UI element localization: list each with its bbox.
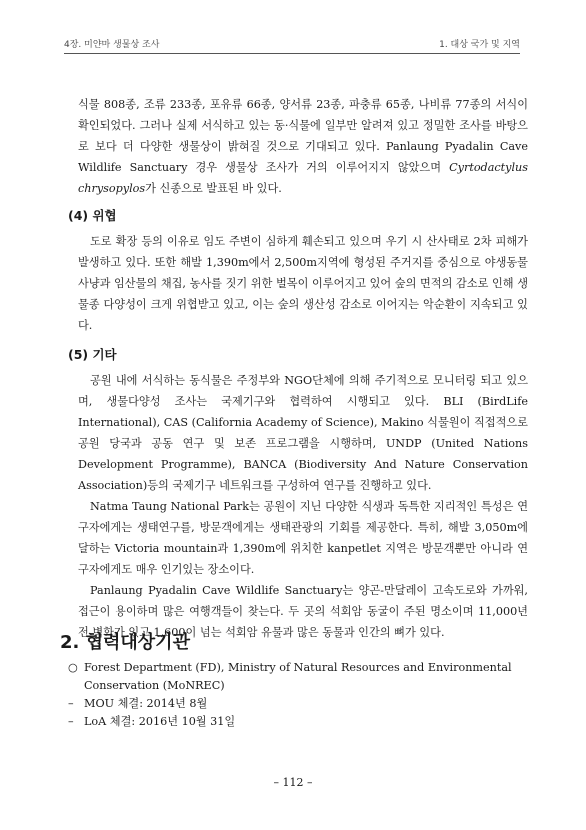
dash-bullet-icon: –	[68, 697, 74, 710]
intro-block	[78, 94, 528, 199]
list-item-text: MOU 체결: 2014년 8월	[84, 697, 208, 710]
list-item	[64, 713, 534, 731]
list-item-text: LoA 체결: 2016년 10월 31일	[84, 715, 236, 728]
other-paragraph-3: Panlaung Pyadalin Cave Wildlife Sanctuary는 양곤-만달레이 고속도로와 가까워, 접근이 용이하며 많은 여행객들이 찾는다. 두 곳의 석회암 동굴이 주된 명소이며 11,000년 전 벽화가 있고 1,600이 넘는 석회암 유물과 많은 동물과 인간의 뼈가 있다.	[78, 584, 528, 639]
dash-bullet-icon: –	[68, 715, 74, 728]
partner-list	[64, 659, 534, 731]
other-paragraph-1: 공원 내에 서식하는 동식물은 주정부와 NGO단체에 의해 주기적으로 모니터링 되고 있으며, 생물다양성 조사는 국제기구와 협력하여 시행되고 있다. BLI (BirdLife International), CAS (California Academy of Science), Makino 식물원이 직접적으로 공원 당국과 공동 연구 및 보존 프로그램을 시행하며, UNDP (United Nations Development Programme), BANCA (Biodiversity And Nature Conservation Association)등의 국제기구 네트워크를 구성하여 연구를 진행하고 있다.	[78, 374, 528, 492]
running-header	[64, 37, 520, 54]
threats-block	[78, 231, 528, 336]
other-block	[78, 370, 528, 643]
intro-text-a: 식물 808종, 조류 233종, 포유류 66종, 양서류 23종, 파충류 65종, 나비류 77종의 서식이 확인되었다. 그러나 실제 서식하고 있는 동·식물에 일부만 알려져 있고 정밀한 조사를 바탕으로 보다 더 다양한 생물상이 밝혀질 것으로 기대되고 있다. Panlaung Pyadalin Cave Wildlife Sanctuary 경우 생물상 조사가 거의 이루어지지 않았으며	[78, 98, 528, 174]
circle-bullet-icon: ○	[68, 661, 78, 674]
section-title: 2. 협력대상기관	[60, 632, 190, 653]
section-header: 1. 대상 국가 및 지역	[439, 40, 520, 50]
page-number: – 112 –	[273, 776, 313, 789]
intro-text-b: 가 신종으로 발표된 바 있다.	[145, 182, 282, 195]
list-item-text: Forest Department (FD), Ministry of Natural Resources and Environmental Conservation (MoNREC)	[84, 661, 512, 692]
species-name: Cyrtodactylus chrysopylos	[78, 161, 528, 195]
threats-heading: (4) 위협	[68, 208, 117, 223]
intro-paragraph	[78, 94, 528, 199]
chapter-header: 4장. 미얀마 생물상 조사	[64, 40, 160, 50]
list-item	[64, 695, 534, 713]
other-paragraph-2: Natma Taung National Park는 공원이 지닌 다양한 식생과 독특한 지리적인 특성은 연구자에게는 생태연구를, 방문객에게는 생태관광의 기회를 제공한다. 특히, 해발 3,050m에 달하는 Victoria mountain과 1,390m에 위치한 kanpetlet 지역은 방문객뿐만 아니라 연구자에게도 매우 인기있는 장소이다.	[78, 500, 528, 576]
threats-paragraph: 도로 확장 등의 이유로 임도 주변이 심하게 훼손되고 있으며 우기 시 산사태로 2차 피해가 발생하고 있다. 또한 해발 1,390m에서 2,500m지역에 형성된 주거지를 중심으로 야생동물 사냥과 임산물의 채집, 농사를 짓기 위한 벌목이 이루어지고 있어 숲의 면적의 감소로 인해 생물종 다양성이 크게 위협받고 있고, 이는 숲의 생산성 감소로 이어지는 악순환이 지속되고 있다.	[78, 235, 528, 332]
other-heading: (5) 기타	[68, 347, 117, 362]
list-item	[64, 659, 534, 695]
